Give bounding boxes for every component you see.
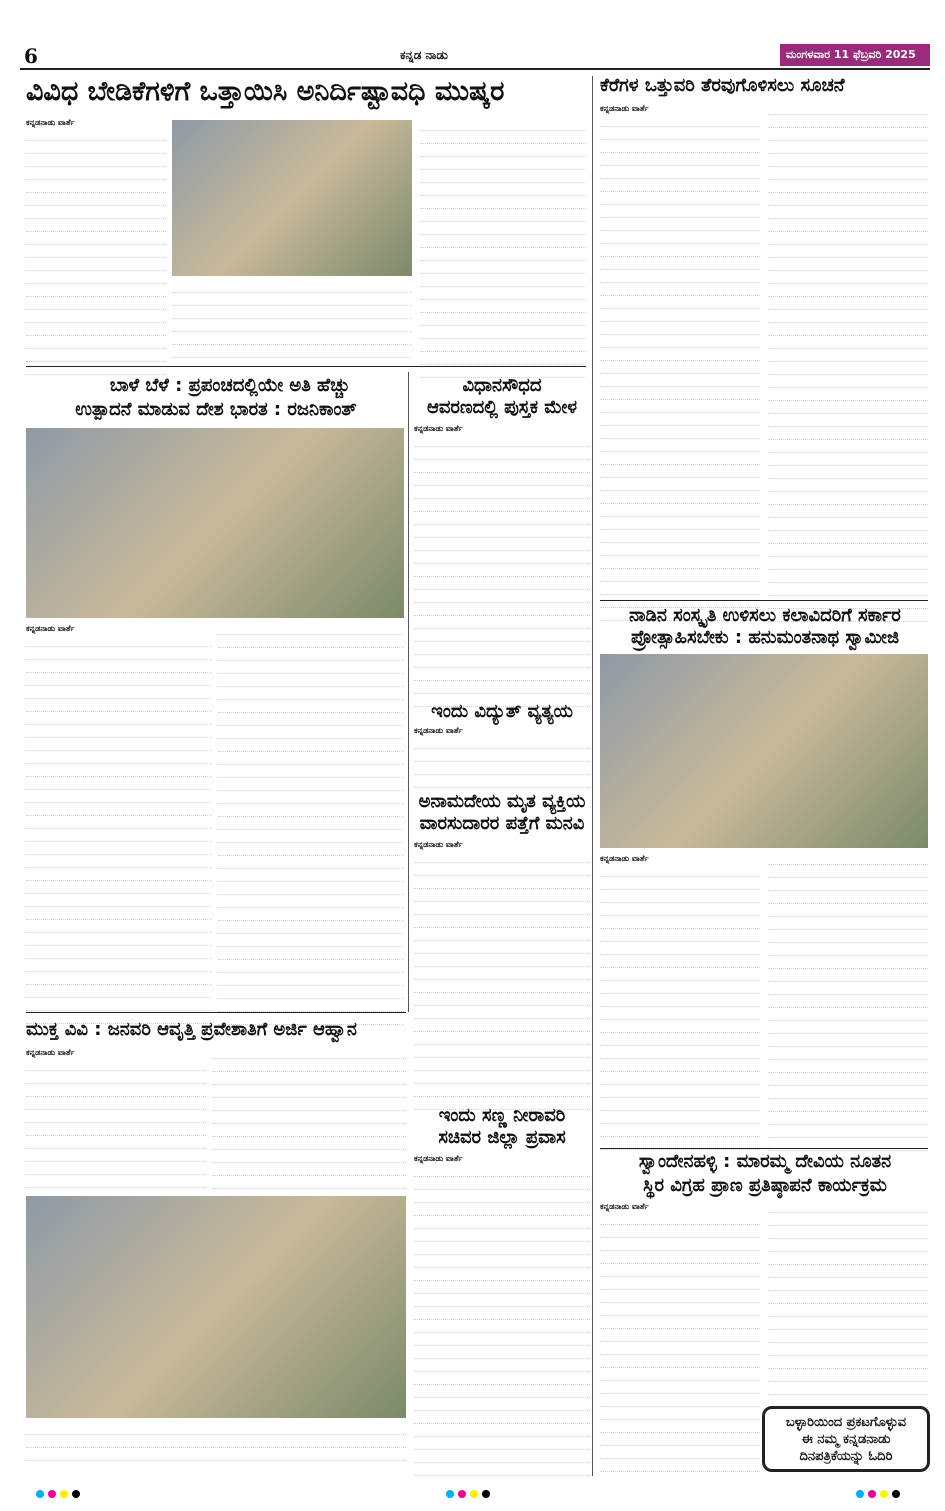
byline-a2: ಕನ್ನಡನಾಡು ವಾರ್ತೆ xyxy=(600,104,649,113)
headline-a3-line2: ಉತ್ಪಾದನೆ ಮಾಡುವ ದೇಶ ಭಾರತ : ರಜನಿಕಾಂತ್ xyxy=(75,399,357,420)
headline-a9-line2: ಸಚಿವರ ಜಿಲ್ಲಾ ಪ್ರವಾಸ xyxy=(438,1127,566,1148)
body-a9 xyxy=(414,1166,590,1466)
headline-a9-line1: ಇಂದು ಸಣ್ಣ ನೀರಾವರಿ xyxy=(438,1105,566,1126)
headline-a6-line2: ವಾರಸುದಾರರ ಪತ್ತೆಗೆ ಮನವಿ xyxy=(419,813,585,834)
body-a1-col1 xyxy=(26,130,166,360)
byline-a1: ಕನ್ನಡನಾಡು ವಾರ್ತೆ xyxy=(26,118,75,127)
headline-a8: ಮುಕ್ತ ವಿವಿ : ಜನವರಿ ಆವೃತ್ತಿ ಪ್ರವೇಶಾತಿಗೆ ಅರ್ಜಿ ಆಹ್ವಾನ xyxy=(26,1019,357,1040)
registration-marks xyxy=(0,1482,945,1507)
header-rule xyxy=(20,68,930,70)
byline-a10: ಕನ್ನಡನಾಡು ವಾರ್ತೆ xyxy=(600,1202,649,1211)
body-a10-col1 xyxy=(600,1214,760,1466)
page-number: 6 xyxy=(24,44,38,68)
rule-a7 xyxy=(600,600,928,601)
byline-a5: ಕನ್ನಡನಾಡು ವಾರ್ತೆ xyxy=(414,726,463,735)
caption-a8 xyxy=(26,1424,406,1468)
body-a1-col3 xyxy=(172,282,412,362)
body-a2-col1 xyxy=(600,116,760,596)
headline-a4-line2: ಆವರಣದಲ್ಲಿ ಪುಸ್ತಕ ಮೇಳ xyxy=(426,397,578,418)
regmark-center xyxy=(446,1490,490,1498)
body-a4 xyxy=(414,436,590,696)
regmark-left xyxy=(36,1490,80,1498)
body-a2-col2 xyxy=(768,104,928,596)
headline-a5: ಇಂದು ವಿದ್ಯುತ್ ವ್ಯತ್ಯಯ xyxy=(431,701,573,722)
promo-line1: ಬಳ್ಳಾರಿಯಿಂದ ಪ್ರಕಟಗೊಳ್ಳುವ xyxy=(785,1415,907,1430)
promo-line3: ದಿನಪತ್ರಿಕೆಯನ್ನು ಓದಿರಿ xyxy=(799,1448,893,1464)
body-a7-col1 xyxy=(600,866,760,1146)
body-a3-col1 xyxy=(26,636,212,1006)
body-a10-col2 xyxy=(768,1202,928,1402)
byline-a4: ಕನ್ನಡನಾಡು ವಾರ್ತೆ xyxy=(414,424,463,433)
body-a8-col1 xyxy=(26,1060,206,1190)
headline-a3-line1: ಬಾಳೆ ಬೆಳೆ : ಪ್ರಪಂಚದಲ್ಲಿಯೇ ಅತಿ ಹೆಚ್ಚು xyxy=(109,375,351,396)
byline-a6: ಕನ್ನಡನಾಡು ವಾರ್ತೆ xyxy=(414,840,463,849)
date-band: ಮಂಗಳವಾರ 11 ಫೆಬ್ರವರಿ 2025 xyxy=(780,44,930,66)
headline-a4-line1: ವಿಧಾನಸೌಧದ xyxy=(462,375,542,396)
promo-box xyxy=(762,1406,930,1472)
promo-line2: ಈ ನಮ್ಮ ಕನ್ನಡನಾಡು xyxy=(801,1431,891,1447)
page-header xyxy=(0,0,945,72)
body-a8-col2 xyxy=(212,1048,406,1190)
byline-a3: ಕನ್ನಡನಾಡು ವಾರ್ತೆ xyxy=(26,624,75,633)
headline-a10-line1: ಸ್ವಾಂದೇನಹಳ್ಳಿ : ಮಾರಮ್ಮ ದೇವಿಯ ನೂತನ xyxy=(638,1151,892,1172)
byline-a7: ಕನ್ನಡನಾಡು ವಾರ್ತೆ xyxy=(600,854,649,863)
masthead: ಕನ್ನಡ ನಾಡು xyxy=(400,48,448,62)
body-a7-col2 xyxy=(768,854,928,1146)
body-a5 xyxy=(414,738,590,788)
byline-a9: ಕನ್ನಡನಾಡು ವಾರ್ತೆ xyxy=(414,1154,463,1163)
photo-a1 xyxy=(172,120,412,276)
rule-a10 xyxy=(600,1148,928,1149)
column-divider-2 xyxy=(408,372,409,1012)
headline-a7-line2: ಪ್ರೋತ್ಸಾಹಿಸಬೇಕು : ಹನುಮಂತನಾಥ ಸ್ವಾಮೀಜಿ xyxy=(630,627,900,648)
photo-a8 xyxy=(26,1196,406,1418)
headline-a2: ಕೆರೆಗಳ ಒತ್ತುವರಿ ತೆರವುಗೊಳಿಸಲು ಸೂಚನೆ xyxy=(600,75,845,96)
byline-a8: ಕನ್ನಡನಾಡು ವಾರ್ತೆ xyxy=(26,1048,75,1057)
rule-a8 xyxy=(26,1012,406,1013)
photo-a3 xyxy=(26,428,404,618)
body-a6 xyxy=(414,852,590,1102)
headline-a6-line1: ಅನಾಮದೇಯ ಮೃತ ವ್ಯಕ್ತಿಯ xyxy=(418,791,586,812)
column-divider xyxy=(592,76,593,1476)
registration-marks-svg xyxy=(0,1482,945,1507)
headline-a10-line2: ಸ್ಥಿರ ವಿಗ್ರಹ ಪ್ರಾಣ ಪ್ರತಿಷ್ಠಾಪನೆ ಕಾರ್ಯಕ್ರಮ xyxy=(643,1175,887,1196)
body-a1-col2 xyxy=(420,120,586,360)
rule-a1 xyxy=(26,366,586,367)
headline-a1: ವಿವಿಧ ಬೇಡಿಕೆಗಳಿಗೆ ಒತ್ತಾಯಿಸಿ ಅನಿರ್ದಿಷ್ಟಾವಧಿ ಮುಷ್ಕರ xyxy=(26,76,505,107)
body-a3-col2 xyxy=(218,624,404,1006)
photo-a7 xyxy=(600,654,928,848)
regmark-right xyxy=(856,1490,900,1498)
headline-a7-line1: ನಾಡಿನ ಸಂಸ್ಕೃತಿ ಉಳಿಸಲು ಕಲಾವಿದರಿಗೆ ಸರ್ಕಾರ xyxy=(629,605,901,626)
